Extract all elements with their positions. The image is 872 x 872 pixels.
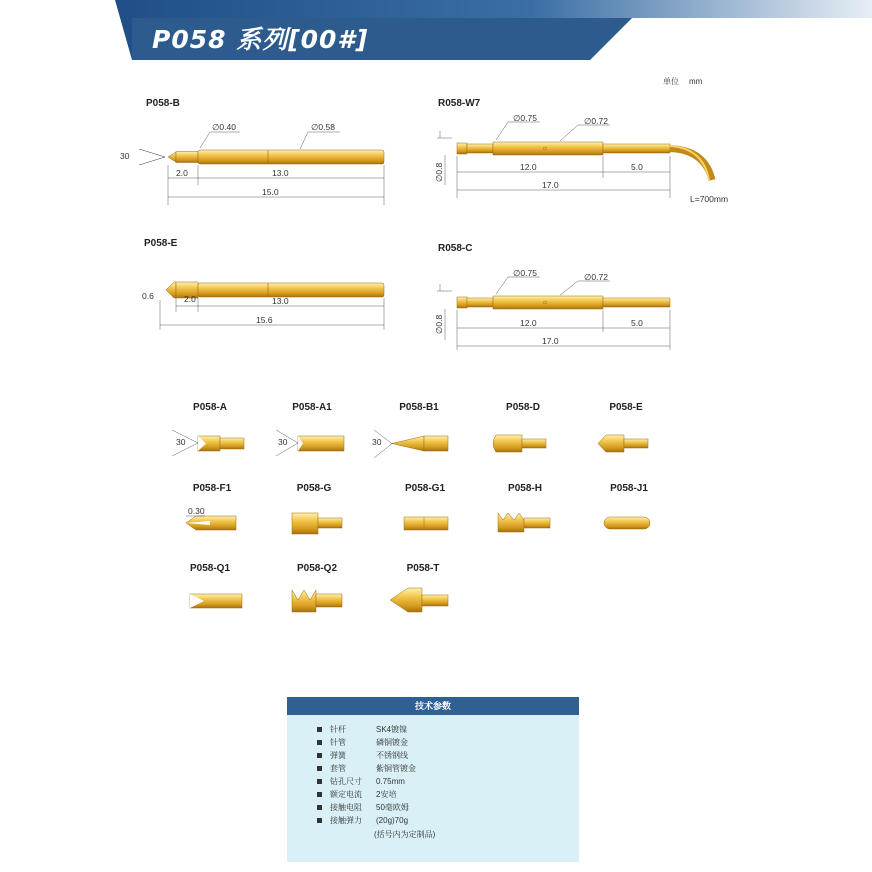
r058c-od: ∅0.8 <box>434 314 444 334</box>
r058w7-dim-a: 12.0 <box>520 162 537 172</box>
r058w7-d2: ∅0.72 <box>584 116 608 126</box>
r058c-dim-b: 5.0 <box>631 318 643 328</box>
tip-p058-q2-drawing <box>292 590 342 612</box>
tip-a1-angle: 30 <box>278 437 288 447</box>
tip-label-e: P058-E <box>609 402 643 413</box>
probe-p058e-label: P058-E <box>144 238 178 249</box>
page-title: P058 系列[00#] <box>152 25 369 54</box>
p058e-dim-body: 13.0 <box>272 296 289 306</box>
tip-label-q1: P058-Q1 <box>189 563 231 574</box>
tip-p058-g1-drawing <box>404 517 448 530</box>
tip-label-g: P058-G <box>296 483 332 494</box>
tip-label-q2: P058-Q2 <box>296 563 338 574</box>
tip-p058-f1-drawing <box>186 516 236 530</box>
spec-row: 针杆 SK4镀镍 <box>317 724 407 736</box>
tip-a-angle: 30 <box>176 437 186 447</box>
r058w7-wire: L=700mm <box>690 194 729 204</box>
r058c-dim-total: 17.0 <box>542 336 559 346</box>
spec-row: 接触弹力 (20g)70g <box>317 815 408 827</box>
tip-b1-angle: 30 <box>372 437 382 447</box>
p058b-dim-tip: 2.0 <box>176 168 188 178</box>
spec-note: (括号内为定制品) <box>374 830 436 839</box>
r058w7-dim-b: 5.0 <box>631 162 643 172</box>
p058e-dim-tip: 2.0 <box>184 294 196 304</box>
spec-row: 接触电阻 50毫欧姆 <box>317 802 409 814</box>
tip-label-d: P058-D <box>506 402 540 413</box>
p058b-angle: 30 <box>120 151 130 161</box>
tip-f1-note: 0.30 <box>188 506 205 516</box>
r058c-d1: ∅0.75 <box>513 268 537 278</box>
probe-r058w7-drawing <box>437 122 712 198</box>
p058e-dim-total: 15.6 <box>256 315 273 325</box>
spec-title: 技术参数 <box>287 697 579 715</box>
r058w7-od: ∅0.8 <box>434 162 444 182</box>
tip-p058-g-drawing <box>292 513 342 534</box>
tip-p058-b1-drawing <box>374 430 448 458</box>
tip-label-h: P058-H <box>508 483 542 494</box>
p058e-tip: 0.6 <box>142 291 154 301</box>
tip-p058-h-drawing <box>498 513 550 532</box>
spec-row: 弹簧 不锈钢线 <box>317 750 408 762</box>
p058b-dim-body: 13.0 <box>272 168 289 178</box>
r058w7-d1: ∅0.75 <box>513 113 537 123</box>
tip-p058-t-drawing <box>390 588 448 612</box>
tip-label-j1: P058-J1 <box>610 483 648 494</box>
tip-label-f1: P058-F1 <box>192 483 232 494</box>
tip-label-a1: P058-A1 <box>292 402 332 413</box>
p058b-d1: ∅0.40 <box>212 122 236 132</box>
tip-p058-q1-drawing <box>190 594 242 608</box>
probe-p058b-label: P058-B <box>146 98 180 109</box>
spec-panel <box>287 697 579 862</box>
tip-p058-e-drawing <box>598 435 648 452</box>
tip-label-t: P058-T <box>406 563 440 574</box>
r058c-d2: ∅0.72 <box>584 272 608 282</box>
probe-r058w7-label: R058-W7 <box>438 98 481 109</box>
r058c-dim-a: 12.0 <box>520 318 537 328</box>
spec-row: 套管 紫铜管镀金 <box>317 763 416 775</box>
unit-note: 单位 mm <box>663 77 703 86</box>
tip-label-g1: P058-G1 <box>404 483 446 494</box>
probe-r058c-label: R058-C <box>438 243 473 254</box>
spec-row: 针管 磷铜镀金 <box>317 737 408 749</box>
r058w7-dim-total: 17.0 <box>542 180 559 190</box>
tip-label-a: P058-A <box>193 402 227 413</box>
p058b-dim-total: 15.0 <box>262 187 279 197</box>
tip-p058-j1-drawing <box>604 517 650 529</box>
spec-row: 钻孔尺寸 0.75mm <box>317 776 405 788</box>
p058b-d2: ∅0.58 <box>311 122 335 132</box>
spec-row: 额定电流 2安培 <box>317 789 396 801</box>
tip-p058-d-drawing <box>493 435 546 452</box>
tip-label-b1: P058-B1 <box>399 402 439 413</box>
